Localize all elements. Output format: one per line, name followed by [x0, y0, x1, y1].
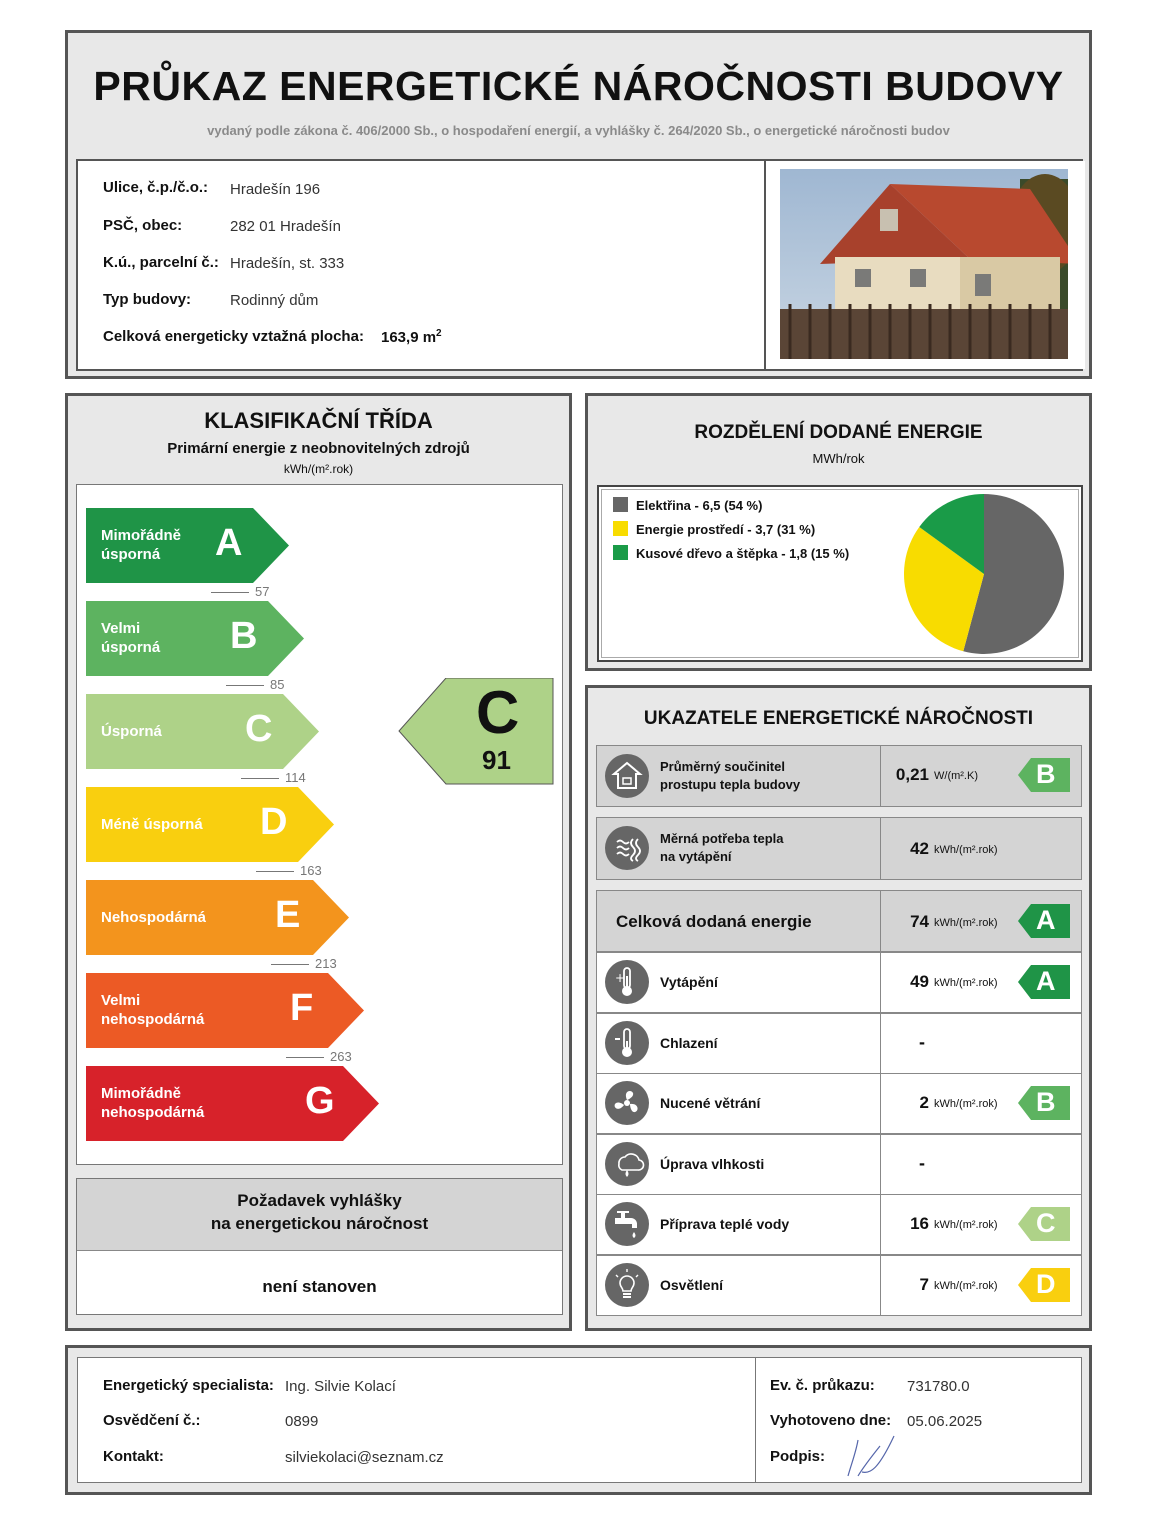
- date-value: 05.06.2025: [907, 1413, 983, 1430]
- legend-swatch: [613, 545, 628, 560]
- band-letter: C: [245, 708, 273, 750]
- u-class-tag: [1018, 758, 1070, 792]
- area-label: Celková energeticky vztažná plocha:: [103, 328, 364, 345]
- band-threshold: [226, 677, 284, 692]
- row-class-tag: [1018, 965, 1070, 999]
- cert-value: 0899: [285, 1413, 319, 1430]
- energy-row: [596, 1073, 1082, 1134]
- requirement-title-1: Požadavek vyhlášky: [237, 1191, 402, 1210]
- energy-row: [596, 952, 1082, 1013]
- page-subtitle: vydaný podle zákona č. 406/2000 Sb., o hospodaření energií, a vyhlášky č. 264/2020 Sb., o energetické náročnosti budov: [207, 123, 950, 138]
- total-energy-table: [596, 890, 1082, 1313]
- u-label: [660, 758, 800, 794]
- class-band-c: [86, 694, 321, 769]
- type-label: Typ budovy:: [103, 291, 192, 308]
- ku-label: K.ú., parcelní č.:: [103, 254, 219, 271]
- row-value-cell: [880, 1013, 1082, 1074]
- humidity-icon: [605, 1142, 649, 1186]
- row-class-tag: [1018, 1207, 1070, 1241]
- legend-item-electricity: [613, 497, 849, 521]
- total-label: Celková dodaná energie: [616, 912, 812, 931]
- heat-unit: kWh/(m².rok): [934, 844, 998, 856]
- threshold-arrow: [241, 778, 279, 779]
- row-label: Osvětlení: [660, 1276, 724, 1293]
- total-unit: kWh/(m².rok): [934, 917, 998, 929]
- band-label-line1: Mimořádně: [101, 1085, 182, 1102]
- fan-icon: [605, 1081, 649, 1125]
- total-class-tag: [1018, 904, 1070, 938]
- row-class-tag: [1018, 1086, 1070, 1120]
- band-label-line1: Nehospodárná: [101, 909, 207, 926]
- indicators-title: UKAZATELE ENERGETICKÉ NÁROČNOSTI: [643, 708, 1034, 729]
- band-letter: F: [290, 987, 314, 1029]
- band-label: [101, 908, 206, 927]
- class-band-d: [86, 787, 336, 862]
- class-band-g: [86, 1066, 381, 1141]
- legend-item-environment: [613, 521, 849, 545]
- area-value: [381, 328, 442, 346]
- row-unit: kWh/(m².rok): [934, 1098, 998, 1110]
- sign-label: Podpis:: [770, 1448, 825, 1465]
- u-label-line2: prostupu tepla budovy: [660, 777, 801, 792]
- legend-label: Elektřina - 6,5 (54 %): [636, 498, 763, 513]
- ev-value: 731780.0: [907, 1378, 970, 1395]
- distribution-unit: MWh/rok: [812, 451, 865, 466]
- row-value-cell: [880, 1134, 1082, 1195]
- threshold-arrow: [286, 1057, 324, 1058]
- area-value-text: 163,9 m: [381, 329, 437, 346]
- legend-label: Energie prostředí - 3,7 (31 %): [636, 522, 816, 537]
- requirement-title-2: na energetickou náročnost: [210, 1214, 429, 1233]
- energy-row: [596, 1134, 1082, 1195]
- distribution-panel: [585, 393, 1092, 671]
- band-label-line1: Mimořádně: [101, 527, 182, 544]
- threshold-arrow: [226, 685, 264, 686]
- threshold-value: 213: [315, 956, 337, 971]
- threshold-value: 85: [270, 677, 285, 692]
- result-letter: C: [476, 679, 520, 746]
- thermometer-icon: [605, 960, 649, 1004]
- band-letter: G: [305, 1080, 335, 1122]
- row-unit: kWh/(m².rok): [934, 977, 998, 989]
- band-label: [101, 815, 203, 834]
- total-class-letter: A: [1036, 905, 1056, 935]
- u-class-letter: B: [1036, 759, 1056, 789]
- type-value: Rodinný dům: [230, 292, 319, 309]
- svg-text:+: +: [615, 971, 626, 985]
- band-threshold: [271, 956, 337, 971]
- threshold-arrow: [271, 964, 309, 965]
- result-value: 91: [482, 745, 511, 775]
- requirement-box: [76, 1178, 563, 1315]
- band-label-line2: nehospodárná: [101, 1011, 205, 1028]
- street-label: Ulice, č.p./č.o.:: [103, 179, 209, 196]
- faucet-icon: [605, 1202, 649, 1246]
- class-band-a: [86, 508, 291, 583]
- legend-item-wood: [613, 545, 849, 569]
- row-class-tag: [1018, 1268, 1070, 1302]
- total-value: 74: [910, 912, 929, 931]
- footer-divider: [755, 1358, 756, 1482]
- row-label: Příprava teplé vody: [660, 1216, 790, 1232]
- row-class-letter: A: [1036, 966, 1056, 996]
- specialist-value: Ing. Silvie Kolací: [285, 1378, 396, 1395]
- heat-waves-icon: [605, 826, 649, 870]
- band-label-line1: Velmi: [101, 992, 141, 1009]
- band-threshold: [286, 1049, 352, 1064]
- energy-row: [596, 1255, 1082, 1316]
- classification-unit: kWh/(m².rok): [283, 462, 354, 476]
- ku-value: Hradešín, st. 333: [230, 255, 345, 272]
- energy-row: [596, 1194, 1082, 1255]
- class-band-e: [86, 880, 351, 955]
- band-label: [101, 526, 181, 564]
- band-threshold: [256, 863, 322, 878]
- distribution-title: ROZDĚLENÍ DODANÉ ENERGIE: [694, 422, 983, 443]
- row-label: Chlazení: [660, 1034, 718, 1051]
- band-label: [101, 991, 204, 1029]
- pie-legend: [613, 497, 849, 569]
- result-class-arrow: [398, 678, 554, 785]
- thermometer-minus-icon: [605, 1021, 649, 1065]
- page-title: PRŮKAZ ENERGETICKÉ NÁROČNOSTI BUDOVY: [93, 63, 1064, 109]
- contact-label: Kontakt:: [103, 1448, 164, 1465]
- building-info-box: [76, 159, 1083, 371]
- heat-demand-row: [596, 817, 1082, 880]
- cert-label: Osvědčení č.:: [103, 1412, 201, 1429]
- band-label-line1: Úsporná: [101, 723, 162, 740]
- street-value: Hradešín 196: [230, 181, 321, 198]
- building-photo: [764, 161, 1085, 369]
- band-threshold: [211, 584, 269, 599]
- specialist-label: Energetický specialista:: [103, 1377, 274, 1394]
- footer-box: [77, 1357, 1082, 1483]
- row-unit: kWh/(m².rok): [934, 1219, 998, 1231]
- band-letter: E: [275, 894, 301, 936]
- signature-image: [844, 1432, 904, 1480]
- band-label-line2: úsporná: [101, 639, 161, 656]
- house-icon: [605, 754, 649, 798]
- class-band-f: [86, 973, 366, 1048]
- legend-label: Kusové dřevo a štěpka - 1,8 (15 %): [636, 546, 850, 561]
- classification-subtitle: Primární energie z neobnovitelných zdrojů: [167, 440, 470, 457]
- zip-value: 282 01 Hradešín: [230, 218, 341, 235]
- threshold-arrow: [211, 592, 249, 593]
- row-class-letter: B: [1036, 1087, 1056, 1117]
- legend-swatch: [613, 521, 628, 536]
- band-letter: B: [230, 615, 258, 657]
- row-unit: kWh/(m².rok): [934, 1279, 998, 1292]
- area-sup: 2: [436, 328, 442, 339]
- zip-label: PSČ, obec:: [103, 217, 183, 234]
- ev-label: Ev. č. průkazu:: [770, 1377, 875, 1394]
- row-label: Nucené větrání: [660, 1095, 761, 1111]
- contact-value: silviekolaci@seznam.cz: [285, 1449, 444, 1466]
- band-label-line1: Velmi: [101, 620, 141, 637]
- threshold-arrow: [256, 871, 294, 872]
- footer-panel: [65, 1345, 1092, 1495]
- row-label: Úprava vlhkosti: [660, 1155, 765, 1172]
- band-letter: D: [260, 801, 288, 843]
- energy-pie-chart: [899, 489, 1069, 659]
- band-label-line2: nehospodárná: [101, 1104, 205, 1121]
- row-value: 2: [919, 1093, 929, 1112]
- u-value: 0,21: [895, 765, 929, 784]
- class-band-b: [86, 601, 306, 676]
- header-panel: [65, 30, 1092, 379]
- heat-label-line1: Měrná potřeba tepla: [660, 831, 784, 846]
- band-label: [101, 1084, 204, 1122]
- row-value: 49: [910, 972, 929, 991]
- heat-value: 42: [910, 839, 929, 858]
- heat-label-line2: na vytápění: [660, 849, 732, 864]
- band-threshold: [241, 770, 306, 785]
- classification-title: KLASIFIKAČNÍ TŘÍDA: [204, 408, 433, 433]
- threshold-value: 114: [285, 770, 306, 785]
- row-label: Vytápění: [660, 974, 718, 990]
- row-value: -: [919, 1031, 925, 1052]
- threshold-value: 263: [330, 1049, 352, 1064]
- date-label: Vyhotoveno dne:: [770, 1412, 892, 1429]
- u-unit: W/(m².K): [934, 770, 978, 782]
- row-class-letter: D: [1036, 1268, 1056, 1299]
- threshold-value: 57: [255, 584, 270, 599]
- band-letter: A: [215, 522, 243, 564]
- distribution-chart-box: [597, 485, 1083, 662]
- threshold-value: 163: [300, 863, 322, 878]
- heat-label: [660, 830, 784, 866]
- band-label: [101, 722, 162, 741]
- row-value: -: [919, 1152, 925, 1173]
- band-label: [101, 619, 160, 657]
- row-class-letter: C: [1036, 1208, 1056, 1238]
- band-label-line1: Méně úsporná: [101, 816, 203, 833]
- row-value: 7: [919, 1274, 929, 1294]
- row-value: 16: [910, 1214, 929, 1233]
- u-value-row: [596, 745, 1082, 807]
- requirement-value: není stanoven: [262, 1277, 377, 1296]
- legend-swatch: [613, 497, 628, 512]
- lightbulb-icon: [605, 1263, 649, 1307]
- band-label-line2: úsporná: [101, 546, 161, 563]
- energy-row: [596, 1013, 1082, 1074]
- house-photo-image: [780, 169, 1068, 359]
- u-label-line1: Průměrný součinitel: [660, 759, 785, 774]
